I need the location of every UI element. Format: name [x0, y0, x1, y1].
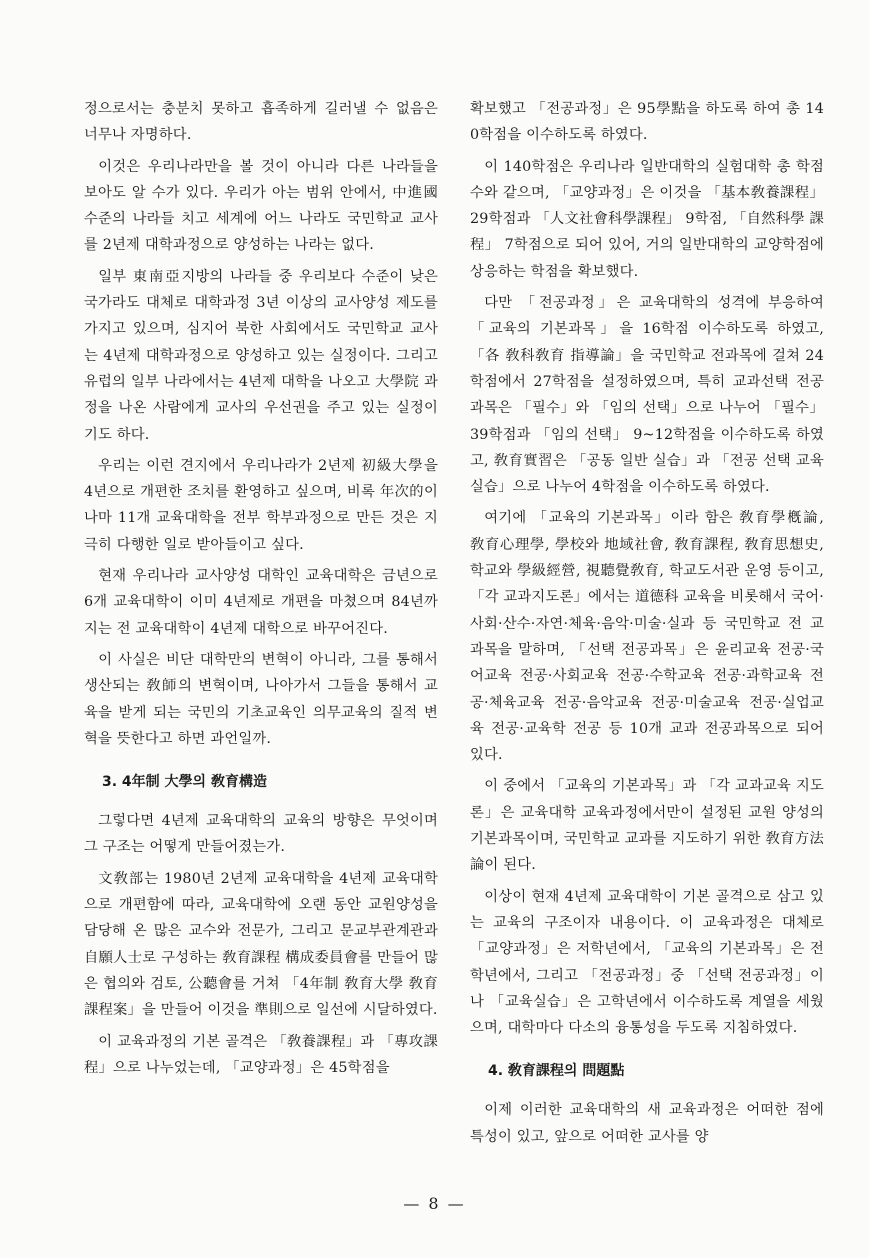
paragraph: 文敎部는 1980년 2년제 교육대학을 4년제 교육대학으로 개편함에 따라, 교육대학에 오랜 동안 교원양성을 담당해 온 많은 교수와 전문가, 그리고 문교부관계관과 自願人士로 구성하는 敎育課程 構成委員會를 만들어 많은 협의와 검토, 公聽會를 거쳐 「4年制 敎育大學 敎育課程案」을 만들어 이것을 準則으로 일선에 시달하였다. [84, 870, 438, 1019]
section-heading-3: 3. 4年制 大學의 敎育構造 [102, 774, 267, 791]
paragraph: 확보했고 「전공과정」은 95學點을 하도록 하여 총 140학점을 이수하도록 하였다. [470, 101, 824, 144]
paragraph: 현재 우리나라 교사양성 대학인 교육대학은 금년으로 6개 교육대학이 이미 4년제로 개편을 마쳤으며 84년까지는 전 교육대학이 4년제 대학으로 바꾸어진다. [84, 568, 438, 637]
paragraph: 그렇다면 4년제 교육대학의 교육의 방향은 무엇이며 그 구조는 어떻게 만들어졌는가. [84, 813, 438, 856]
paragraph: 일부 東南亞지방의 나라들 중 우리보다 수준이 낮은 국가라도 대체로 대학과정 3년 이상의 교사양성 제도를 가지고 있으며, 심지어 북한 사회에서도 국민학교 교사는 4년제 대학과정으로 양성하고 있는 실정이다. 그리고 유럽의 일부 나라에서는 4년제 대학을 나오고 大學院 과정을 나온 사람에게 교사의 우선권을 주고 있는 실정이기도 하다. [84, 268, 438, 443]
paragraph: 이상이 현재 4년제 교육대학이 기본 골격으로 삼고 있는 교육의 구조이자 내용이다. 이 교육과정은 대체로 「교양과정」은 저학년에서, 「교육의 기본과목」은 전학년에서, 그리고 「전공과정」중 「선택 전공과정」이나 「교육실습」은 고학년에서 이수하도록 계열을 세웠으며, 대학마다 다소의 융통성을 두도록 지침하였다. [470, 888, 824, 1037]
right-column [470, 96, 824, 1155]
paragraph: 이것은 우리나라만을 볼 것이 아니라 다른 나라들을 보아도 알 수가 있다. 우리가 아는 범위 안에서, 中進國 수준의 나라들 치고 세계에 어느 나라도 국민학교 교사를 2년제 대학과정으로 양성하는 나라는 없다. [84, 158, 438, 254]
paragraph: 이 교육과정의 기본 골격은 「敎養課程」과 「專攻課程」으로 나누었는데, 「교양과정」은 45학점을 [84, 1033, 438, 1076]
paragraph: 이제 이러한 교육대학의 새 교육과정은 어떠한 점에 특성이 있고, 앞으로 어떠한 교사를 양 [470, 1102, 824, 1145]
left-column [84, 96, 438, 1086]
paragraph: 이 140학점은 우리나라 일반대학의 실험대학 총 학점수와 같으며, 「교양과정」은 이것을 「基本敎養課程」 29학점과 「人文社會科學課程」 9학점, 「自然科學 課程」 7학점으로 되어 있어, 거의 일반대학의 교양학점에 상응하는 학점을 확보했다. [470, 158, 824, 280]
paragraph: 이 사실은 비단 대학만의 변혁이 아니라, 그를 통해서 생산되는 敎師의 변혁이며, 나아가서 그들을 통해서 교육을 받게 되는 국민의 기초교육인 의무교육의 질적 변혁을 뜻한다고 하면 과언일까. [84, 651, 438, 747]
paragraph: 이 중에서 「교육의 기본과목」과 「각 교과교육 지도론」은 교육대학 교육과정에서만이 설정된 교원 양성의 기본과목이며, 국민학교 교과를 지도하기 위한 敎育方法論이 된다. [470, 778, 824, 874]
paragraph: 우리는 이런 견지에서 우리나라가 2년제 初級大學을 4년으로 개편한 조치를 환영하고 싶으며, 비록 年次的이나마 11개 교육대학을 전부 학부과정으로 만든 것은 지극히 다행한 일로 받아들이고 싶다. [84, 457, 438, 553]
paragraph: 여기에 「교육의 기본과목」이라 함은 敎育學槪論, 敎育心理學, 學校와 地域社會, 敎育課程, 敎育思想史, 학교와 學級經營, 視聽覺敎育, 학교도서관 운영 등이고, 「각 교과지도론」에서는 道德科 교육을 비롯해서 국어·사회·산수·자연·체육·음악·미술·실과 등 국민학교 전 교과목을 말하며, 「선택 전공과목」은 윤리교육 전공·국어교육 전공·사회교육 전공·수학교육 전공·과학교육 전공·체육교육 전공·음악교육 전공·미술교육 전공·실업교육 전공·교육학 전공 등 10개 교과 전공과목으로 되어 있다. [470, 510, 824, 764]
paragraph: 정으로서는 충분치 못하고 흡족하게 길러낼 수 없음은 너무나 자명하다. [84, 101, 438, 144]
section-heading-4: 4. 敎育課程의 問題點 [488, 1063, 625, 1080]
paragraph: 다만 「전공과정」은 교육대학의 성격에 부응하여 「교육의 기본과목」을 16학점 이수하도록 하였고, 「各 敎科敎育 指導論」을 국민학교 전과목에 걸쳐 24학점에서 27학점을 설정하였으며, 특히 교과선택 전공과목은 「필수」와 「임의 선택」으로 나누어 「필수」 39학점과 「임의 선택」 9~12학점을 이수하도록 하였고, 敎育實習은 「공동 일반 실습」과 「전공 선택 교육실습」으로 나누어 4학점을 이수하도록 하였다. [470, 295, 824, 496]
page-number: — 8 — [403, 1194, 466, 1213]
